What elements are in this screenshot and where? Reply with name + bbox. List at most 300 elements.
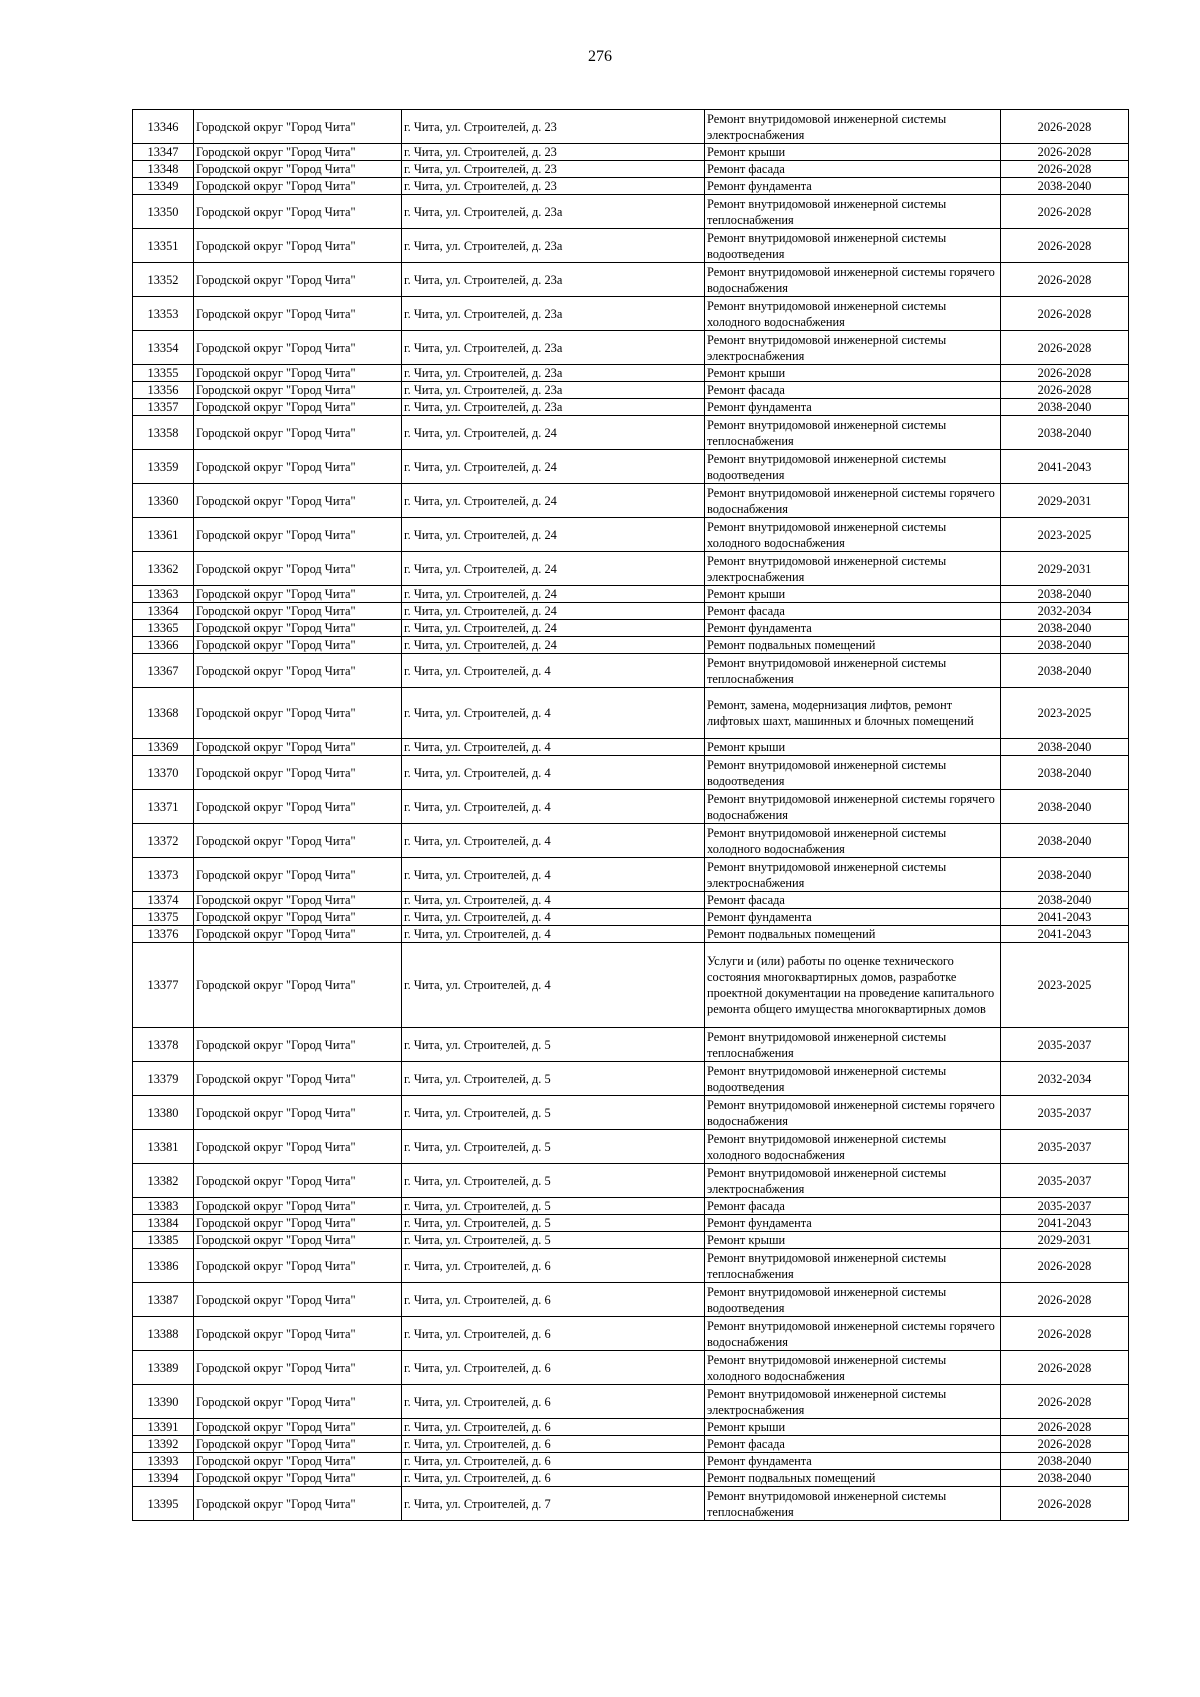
work-type-cell: Ремонт внутридомовой инженерной системы теплоснабжения xyxy=(705,654,1001,688)
work-type-cell: Ремонт внутридомовой инженерной системы холодного водоснабжения xyxy=(705,297,1001,331)
address-cell: г. Чита, ул. Строителей, д. 6 xyxy=(402,1249,705,1283)
row-number-cell: 13356 xyxy=(133,382,194,399)
period-cell: 2026-2028 xyxy=(1001,1317,1129,1351)
municipality-cell: Городской округ "Город Чита" xyxy=(194,1249,402,1283)
table-row xyxy=(133,331,1129,365)
table-row xyxy=(133,416,1129,450)
address-cell: г. Чита, ул. Строителей, д. 24 xyxy=(402,603,705,620)
row-number-cell: 13365 xyxy=(133,620,194,637)
address-cell: г. Чита, ул. Строителей, д. 24 xyxy=(402,484,705,518)
work-type-cell: Ремонт внутридомовой инженерной системы водоотведения xyxy=(705,756,1001,790)
page-number: 276 xyxy=(588,48,612,65)
row-number-cell: 13355 xyxy=(133,365,194,382)
work-type-cell: Ремонт фундамента xyxy=(705,909,1001,926)
municipality-cell: Городской округ "Город Чита" xyxy=(194,756,402,790)
row-number-cell: 13347 xyxy=(133,144,194,161)
row-number-cell: 13395 xyxy=(133,1487,194,1521)
row-number-cell: 13368 xyxy=(133,688,194,739)
address-cell: г. Чита, ул. Строителей, д. 6 xyxy=(402,1385,705,1419)
address-cell: г. Чита, ул. Строителей, д. 4 xyxy=(402,790,705,824)
row-number-cell: 13388 xyxy=(133,1317,194,1351)
row-number-cell: 13377 xyxy=(133,943,194,1028)
municipality-cell: Городской округ "Город Чита" xyxy=(194,1164,402,1198)
period-cell: 2023-2025 xyxy=(1001,943,1129,1028)
period-cell: 2038-2040 xyxy=(1001,586,1129,603)
address-cell: г. Чита, ул. Строителей, д. 6 xyxy=(402,1283,705,1317)
row-number-cell: 13351 xyxy=(133,229,194,263)
municipality-cell: Городской округ "Город Чита" xyxy=(194,263,402,297)
period-cell: 2038-2040 xyxy=(1001,620,1129,637)
row-number-cell: 13346 xyxy=(133,110,194,144)
municipality-cell: Городской округ "Город Чита" xyxy=(194,144,402,161)
municipality-cell: Городской округ "Город Чита" xyxy=(194,654,402,688)
address-cell: г. Чита, ул. Строителей, д. 23а xyxy=(402,331,705,365)
period-cell: 2038-2040 xyxy=(1001,892,1129,909)
municipality-cell: Городской округ "Город Чита" xyxy=(194,790,402,824)
period-cell: 2026-2028 xyxy=(1001,1419,1129,1436)
table-row xyxy=(133,1283,1129,1317)
work-type-cell: Ремонт фундамента xyxy=(705,1215,1001,1232)
work-type-cell: Ремонт подвальных помещений xyxy=(705,637,1001,654)
work-type-cell: Ремонт крыши xyxy=(705,144,1001,161)
table-row xyxy=(133,1096,1129,1130)
table-row xyxy=(133,110,1129,144)
period-cell: 2038-2040 xyxy=(1001,399,1129,416)
municipality-cell: Городской округ "Город Чита" xyxy=(194,450,402,484)
period-cell: 2041-2043 xyxy=(1001,450,1129,484)
work-type-cell: Ремонт внутридомовой инженерной системы электроснабжения xyxy=(705,858,1001,892)
work-type-cell: Ремонт фасада xyxy=(705,161,1001,178)
address-cell: г. Чита, ул. Строителей, д. 24 xyxy=(402,637,705,654)
row-number-cell: 13373 xyxy=(133,858,194,892)
work-type-cell: Ремонт внутридомовой инженерной системы электроснабжения xyxy=(705,110,1001,144)
address-cell: г. Чита, ул. Строителей, д. 23а xyxy=(402,195,705,229)
period-cell: 2026-2028 xyxy=(1001,1487,1129,1521)
table-row xyxy=(133,382,1129,399)
row-number-cell: 13382 xyxy=(133,1164,194,1198)
work-type-cell: Ремонт внутридомовой инженерной системы водоотведения xyxy=(705,1283,1001,1317)
row-number-cell: 13361 xyxy=(133,518,194,552)
municipality-cell: Городской округ "Город Чита" xyxy=(194,1453,402,1470)
municipality-cell: Городской округ "Город Чита" xyxy=(194,1096,402,1130)
municipality-cell: Городской округ "Город Чита" xyxy=(194,297,402,331)
municipality-cell: Городской округ "Город Чита" xyxy=(194,229,402,263)
table-row xyxy=(133,1470,1129,1487)
address-cell: г. Чита, ул. Строителей, д. 24 xyxy=(402,450,705,484)
address-cell: г. Чита, ул. Строителей, д. 24 xyxy=(402,416,705,450)
address-cell: г. Чита, ул. Строителей, д. 5 xyxy=(402,1062,705,1096)
work-type-cell: Ремонт внутридомовой инженерной системы водоотведения xyxy=(705,450,1001,484)
address-cell: г. Чита, ул. Строителей, д. 5 xyxy=(402,1215,705,1232)
municipality-cell: Городской округ "Город Чита" xyxy=(194,365,402,382)
period-cell: 2026-2028 xyxy=(1001,331,1129,365)
table-row xyxy=(133,1215,1129,1232)
table-row xyxy=(133,1317,1129,1351)
work-type-cell: Ремонт крыши xyxy=(705,1232,1001,1249)
table-row xyxy=(133,1249,1129,1283)
municipality-cell: Городской округ "Город Чита" xyxy=(194,552,402,586)
table-row xyxy=(133,229,1129,263)
period-cell: 2026-2028 xyxy=(1001,1351,1129,1385)
row-number-cell: 13352 xyxy=(133,263,194,297)
work-type-cell: Ремонт внутридомовой инженерной системы теплоснабжения xyxy=(705,1487,1001,1521)
address-cell: г. Чита, ул. Строителей, д. 24 xyxy=(402,586,705,603)
row-number-cell: 13376 xyxy=(133,926,194,943)
work-type-cell: Ремонт внутридомовой инженерной системы холодного водоснабжения xyxy=(705,824,1001,858)
row-number-cell: 13362 xyxy=(133,552,194,586)
row-number-cell: 13390 xyxy=(133,1385,194,1419)
table-row xyxy=(133,858,1129,892)
address-cell: г. Чита, ул. Строителей, д. 23 xyxy=(402,144,705,161)
address-cell: г. Чита, ул. Строителей, д. 23а xyxy=(402,399,705,416)
row-number-cell: 13381 xyxy=(133,1130,194,1164)
table-row xyxy=(133,552,1129,586)
municipality-cell: Городской округ "Город Чита" xyxy=(194,1317,402,1351)
period-cell: 2029-2031 xyxy=(1001,1232,1129,1249)
work-type-cell: Ремонт фундамента xyxy=(705,1453,1001,1470)
table-row xyxy=(133,1436,1129,1453)
period-cell: 2038-2040 xyxy=(1001,654,1129,688)
work-type-cell: Ремонт крыши xyxy=(705,739,1001,756)
address-cell: г. Чита, ул. Строителей, д. 23 xyxy=(402,178,705,195)
period-cell: 2041-2043 xyxy=(1001,909,1129,926)
period-cell: 2041-2043 xyxy=(1001,926,1129,943)
table-row xyxy=(133,603,1129,620)
table-row xyxy=(133,1385,1129,1419)
municipality-cell: Городской округ "Город Чита" xyxy=(194,416,402,450)
row-number-cell: 13363 xyxy=(133,586,194,603)
address-cell: г. Чита, ул. Строителей, д. 23 xyxy=(402,110,705,144)
period-cell: 2038-2040 xyxy=(1001,416,1129,450)
table-row xyxy=(133,365,1129,382)
table-row xyxy=(133,1232,1129,1249)
municipality-cell: Городской округ "Город Чита" xyxy=(194,637,402,654)
municipality-cell: Городской округ "Город Чита" xyxy=(194,1232,402,1249)
table-row xyxy=(133,399,1129,416)
table-row xyxy=(133,1062,1129,1096)
work-type-cell: Ремонт подвальных помещений xyxy=(705,926,1001,943)
row-number-cell: 13393 xyxy=(133,1453,194,1470)
row-number-cell: 13392 xyxy=(133,1436,194,1453)
period-cell: 2026-2028 xyxy=(1001,365,1129,382)
municipality-cell: Городской округ "Город Чита" xyxy=(194,518,402,552)
address-cell: г. Чита, ул. Строителей, д. 4 xyxy=(402,858,705,892)
table-row xyxy=(133,790,1129,824)
municipality-cell: Городской округ "Город Чита" xyxy=(194,382,402,399)
address-cell: г. Чита, ул. Строителей, д. 5 xyxy=(402,1028,705,1062)
work-type-cell: Ремонт внутридомовой инженерной системы теплоснабжения xyxy=(705,195,1001,229)
row-number-cell: 13348 xyxy=(133,161,194,178)
row-number-cell: 13385 xyxy=(133,1232,194,1249)
work-type-cell: Ремонт фасада xyxy=(705,1436,1001,1453)
period-cell: 2038-2040 xyxy=(1001,178,1129,195)
table-row xyxy=(133,195,1129,229)
period-cell: 2038-2040 xyxy=(1001,1453,1129,1470)
period-cell: 2026-2028 xyxy=(1001,229,1129,263)
municipality-cell: Городской округ "Город Чита" xyxy=(194,858,402,892)
table-row xyxy=(133,484,1129,518)
address-cell: г. Чита, ул. Строителей, д. 5 xyxy=(402,1096,705,1130)
period-cell: 2026-2028 xyxy=(1001,195,1129,229)
period-cell: 2038-2040 xyxy=(1001,858,1129,892)
registry-body xyxy=(133,110,1129,1521)
table-row xyxy=(133,297,1129,331)
work-type-cell: Ремонт фундамента xyxy=(705,620,1001,637)
period-cell: 2038-2040 xyxy=(1001,790,1129,824)
row-number-cell: 13389 xyxy=(133,1351,194,1385)
address-cell: г. Чита, ул. Строителей, д. 23а xyxy=(402,382,705,399)
address-cell: г. Чита, ул. Строителей, д. 23 xyxy=(402,161,705,178)
address-cell: г. Чита, ул. Строителей, д. 5 xyxy=(402,1130,705,1164)
work-type-cell: Ремонт внутридомовой инженерной системы теплоснабжения xyxy=(705,1249,1001,1283)
work-type-cell: Ремонт внутридомовой инженерной системы горячего водоснабжения xyxy=(705,484,1001,518)
row-number-cell: 13359 xyxy=(133,450,194,484)
municipality-cell: Городской округ "Город Чита" xyxy=(194,1130,402,1164)
row-number-cell: 13386 xyxy=(133,1249,194,1283)
address-cell: г. Чита, ул. Строителей, д. 5 xyxy=(402,1164,705,1198)
address-cell: г. Чита, ул. Строителей, д. 6 xyxy=(402,1351,705,1385)
municipality-cell: Городской округ "Город Чита" xyxy=(194,1028,402,1062)
address-cell: г. Чита, ул. Строителей, д. 4 xyxy=(402,756,705,790)
row-number-cell: 13357 xyxy=(133,399,194,416)
period-cell: 2026-2028 xyxy=(1001,144,1129,161)
period-cell: 2026-2028 xyxy=(1001,382,1129,399)
table-row xyxy=(133,892,1129,909)
municipality-cell: Городской округ "Город Чита" xyxy=(194,1351,402,1385)
table-row xyxy=(133,263,1129,297)
address-cell: г. Чита, ул. Строителей, д. 24 xyxy=(402,552,705,586)
address-cell: г. Чита, ул. Строителей, д. 5 xyxy=(402,1232,705,1249)
row-number-cell: 13360 xyxy=(133,484,194,518)
period-cell: 2026-2028 xyxy=(1001,263,1129,297)
period-cell: 2035-2037 xyxy=(1001,1164,1129,1198)
row-number-cell: 13349 xyxy=(133,178,194,195)
table-row xyxy=(133,688,1129,739)
table-row xyxy=(133,620,1129,637)
row-number-cell: 13379 xyxy=(133,1062,194,1096)
address-cell: г. Чита, ул. Строителей, д. 23а xyxy=(402,263,705,297)
work-type-cell: Ремонт внутридомовой инженерной системы электроснабжения xyxy=(705,1385,1001,1419)
row-number-cell: 13364 xyxy=(133,603,194,620)
table-row xyxy=(133,756,1129,790)
address-cell: г. Чита, ул. Строителей, д. 23а xyxy=(402,297,705,331)
table-row xyxy=(133,450,1129,484)
municipality-cell: Городской округ "Город Чита" xyxy=(194,1062,402,1096)
municipality-cell: Городской округ "Город Чита" xyxy=(194,484,402,518)
table-row xyxy=(133,586,1129,603)
row-number-cell: 13369 xyxy=(133,739,194,756)
period-cell: 2032-2034 xyxy=(1001,1062,1129,1096)
work-type-cell: Ремонт крыши xyxy=(705,365,1001,382)
period-cell: 2038-2040 xyxy=(1001,824,1129,858)
period-cell: 2026-2028 xyxy=(1001,1385,1129,1419)
work-type-cell: Ремонт внутридомовой инженерной системы холодного водоснабжения xyxy=(705,518,1001,552)
municipality-cell: Городской округ "Город Чита" xyxy=(194,739,402,756)
row-number-cell: 13372 xyxy=(133,824,194,858)
address-cell: г. Чита, ул. Строителей, д. 6 xyxy=(402,1419,705,1436)
table-row xyxy=(133,1164,1129,1198)
row-number-cell: 13358 xyxy=(133,416,194,450)
address-cell: г. Чита, ул. Строителей, д. 4 xyxy=(402,688,705,739)
address-cell: г. Чита, ул. Строителей, д. 7 xyxy=(402,1487,705,1521)
table-row xyxy=(133,1028,1129,1062)
period-cell: 2032-2034 xyxy=(1001,603,1129,620)
municipality-cell: Городской округ "Город Чита" xyxy=(194,926,402,943)
period-cell: 2029-2031 xyxy=(1001,484,1129,518)
address-cell: г. Чита, ул. Строителей, д. 23а xyxy=(402,229,705,263)
table-row xyxy=(133,909,1129,926)
municipality-cell: Городской округ "Город Чита" xyxy=(194,110,402,144)
municipality-cell: Городской округ "Город Чита" xyxy=(194,909,402,926)
table-row xyxy=(133,824,1129,858)
row-number-cell: 13380 xyxy=(133,1096,194,1130)
work-type-cell: Ремонт внутридомовой инженерной системы электроснабжения xyxy=(705,331,1001,365)
address-cell: г. Чита, ул. Строителей, д. 24 xyxy=(402,620,705,637)
table-row xyxy=(133,1453,1129,1470)
address-cell: г. Чита, ул. Строителей, д. 6 xyxy=(402,1470,705,1487)
row-number-cell: 13374 xyxy=(133,892,194,909)
address-cell: г. Чита, ул. Строителей, д. 4 xyxy=(402,943,705,1028)
row-number-cell: 13371 xyxy=(133,790,194,824)
municipality-cell: Городской округ "Город Чита" xyxy=(194,620,402,637)
municipality-cell: Городской округ "Город Чита" xyxy=(194,603,402,620)
work-type-cell: Ремонт крыши xyxy=(705,1419,1001,1436)
row-number-cell: 13378 xyxy=(133,1028,194,1062)
row-number-cell: 13387 xyxy=(133,1283,194,1317)
work-type-cell: Ремонт внутридомовой инженерной системы водоотведения xyxy=(705,1062,1001,1096)
row-number-cell: 13353 xyxy=(133,297,194,331)
table-row xyxy=(133,943,1129,1028)
period-cell: 2041-2043 xyxy=(1001,1215,1129,1232)
address-cell: г. Чита, ул. Строителей, д. 4 xyxy=(402,824,705,858)
work-type-cell: Ремонт внутридомовой инженерной системы холодного водоснабжения xyxy=(705,1351,1001,1385)
address-cell: г. Чита, ул. Строителей, д. 24 xyxy=(402,518,705,552)
municipality-cell: Городской округ "Город Чита" xyxy=(194,943,402,1028)
table-row xyxy=(133,739,1129,756)
period-cell: 2023-2025 xyxy=(1001,518,1129,552)
work-type-cell: Ремонт внутридомовой инженерной системы электроснабжения xyxy=(705,552,1001,586)
address-cell: г. Чита, ул. Строителей, д. 4 xyxy=(402,909,705,926)
period-cell: 2038-2040 xyxy=(1001,739,1129,756)
municipality-cell: Городской округ "Город Чита" xyxy=(194,1385,402,1419)
municipality-cell: Городской округ "Город Чита" xyxy=(194,195,402,229)
period-cell: 2026-2028 xyxy=(1001,1283,1129,1317)
period-cell: 2026-2028 xyxy=(1001,161,1129,178)
work-type-cell: Ремонт фундамента xyxy=(705,399,1001,416)
work-type-cell: Ремонт внутридомовой инженерной системы теплоснабжения xyxy=(705,416,1001,450)
municipality-cell: Городской округ "Город Чита" xyxy=(194,1198,402,1215)
period-cell: 2035-2037 xyxy=(1001,1096,1129,1130)
row-number-cell: 13354 xyxy=(133,331,194,365)
period-cell: 2038-2040 xyxy=(1001,637,1129,654)
table-row xyxy=(133,1419,1129,1436)
period-cell: 2035-2037 xyxy=(1001,1198,1129,1215)
row-number-cell: 13391 xyxy=(133,1419,194,1436)
table-row xyxy=(133,1198,1129,1215)
row-number-cell: 13370 xyxy=(133,756,194,790)
municipality-cell: Городской округ "Город Чита" xyxy=(194,586,402,603)
row-number-cell: 13384 xyxy=(133,1215,194,1232)
address-cell: г. Чита, ул. Строителей, д. 23а xyxy=(402,365,705,382)
table-row xyxy=(133,161,1129,178)
period-cell: 2038-2040 xyxy=(1001,756,1129,790)
table-row xyxy=(133,926,1129,943)
address-cell: г. Чита, ул. Строителей, д. 6 xyxy=(402,1436,705,1453)
municipality-cell: Городской округ "Город Чита" xyxy=(194,1487,402,1521)
table-row xyxy=(133,1351,1129,1385)
row-number-cell: 13375 xyxy=(133,909,194,926)
municipality-cell: Городской округ "Город Чита" xyxy=(194,892,402,909)
address-cell: г. Чита, ул. Строителей, д. 5 xyxy=(402,1198,705,1215)
row-number-cell: 13394 xyxy=(133,1470,194,1487)
address-cell: г. Чита, ул. Строителей, д. 4 xyxy=(402,892,705,909)
work-type-cell: Ремонт внутридомовой инженерной системы теплоснабжения xyxy=(705,1028,1001,1062)
period-cell: 2023-2025 xyxy=(1001,688,1129,739)
row-number-cell: 13367 xyxy=(133,654,194,688)
table-row xyxy=(133,1130,1129,1164)
municipality-cell: Городской округ "Город Чита" xyxy=(194,688,402,739)
period-cell: 2029-2031 xyxy=(1001,552,1129,586)
address-cell: г. Чита, ул. Строителей, д. 6 xyxy=(402,1317,705,1351)
work-type-cell: Ремонт внутридомовой инженерной системы горячего водоснабжения xyxy=(705,263,1001,297)
work-type-cell: Ремонт внутридомовой инженерной системы горячего водоснабжения xyxy=(705,790,1001,824)
municipality-cell: Городской округ "Город Чита" xyxy=(194,1436,402,1453)
work-type-cell: Ремонт внутридомовой инженерной системы водоотведения xyxy=(705,229,1001,263)
work-type-cell: Ремонт фасада xyxy=(705,382,1001,399)
municipality-cell: Городской округ "Город Чита" xyxy=(194,399,402,416)
work-type-cell: Ремонт фундамента xyxy=(705,178,1001,195)
municipality-cell: Городской округ "Город Чита" xyxy=(194,161,402,178)
period-cell: 2026-2028 xyxy=(1001,297,1129,331)
period-cell: 2035-2037 xyxy=(1001,1130,1129,1164)
work-type-cell: Ремонт внутридомовой инженерной системы горячего водоснабжения xyxy=(705,1096,1001,1130)
municipality-cell: Городской округ "Город Чита" xyxy=(194,1419,402,1436)
work-type-cell: Ремонт фасада xyxy=(705,1198,1001,1215)
address-cell: г. Чита, ул. Строителей, д. 6 xyxy=(402,1453,705,1470)
work-type-cell: Ремонт фасада xyxy=(705,892,1001,909)
municipality-cell: Городской округ "Город Чита" xyxy=(194,1215,402,1232)
repair-registry-table xyxy=(132,109,1129,1521)
table-row xyxy=(133,178,1129,195)
row-number-cell: 13366 xyxy=(133,637,194,654)
table-row xyxy=(133,518,1129,552)
work-type-cell: Ремонт фасада xyxy=(705,603,1001,620)
work-type-cell: Ремонт, замена, модернизация лифтов, ремонт лифтовых шахт, машинных и блочных помещений xyxy=(705,688,1001,739)
work-type-cell: Ремонт крыши xyxy=(705,586,1001,603)
work-type-cell: Услуги и (или) работы по оценке технического состояния многоквартирных домов, разработке проектной документации на проведение капитального ремонта общего имущества многоквартирных домов xyxy=(705,943,1001,1028)
table-row xyxy=(133,1487,1129,1521)
municipality-cell: Городской округ "Город Чита" xyxy=(194,824,402,858)
work-type-cell: Ремонт внутридомовой инженерной системы холодного водоснабжения xyxy=(705,1130,1001,1164)
table-row xyxy=(133,144,1129,161)
work-type-cell: Ремонт внутридомовой инженерной системы электроснабжения xyxy=(705,1164,1001,1198)
municipality-cell: Городской округ "Город Чита" xyxy=(194,1283,402,1317)
address-cell: г. Чита, ул. Строителей, д. 4 xyxy=(402,926,705,943)
table-row xyxy=(133,654,1129,688)
period-cell: 2038-2040 xyxy=(1001,1470,1129,1487)
row-number-cell: 13383 xyxy=(133,1198,194,1215)
work-type-cell: Ремонт подвальных помещений xyxy=(705,1470,1001,1487)
period-cell: 2035-2037 xyxy=(1001,1028,1129,1062)
row-number-cell: 13350 xyxy=(133,195,194,229)
period-cell: 2026-2028 xyxy=(1001,110,1129,144)
address-cell: г. Чита, ул. Строителей, д. 4 xyxy=(402,654,705,688)
work-type-cell: Ремонт внутридомовой инженерной системы горячего водоснабжения xyxy=(705,1317,1001,1351)
address-cell: г. Чита, ул. Строителей, д. 4 xyxy=(402,739,705,756)
table-row xyxy=(133,637,1129,654)
period-cell: 2026-2028 xyxy=(1001,1249,1129,1283)
period-cell: 2026-2028 xyxy=(1001,1436,1129,1453)
